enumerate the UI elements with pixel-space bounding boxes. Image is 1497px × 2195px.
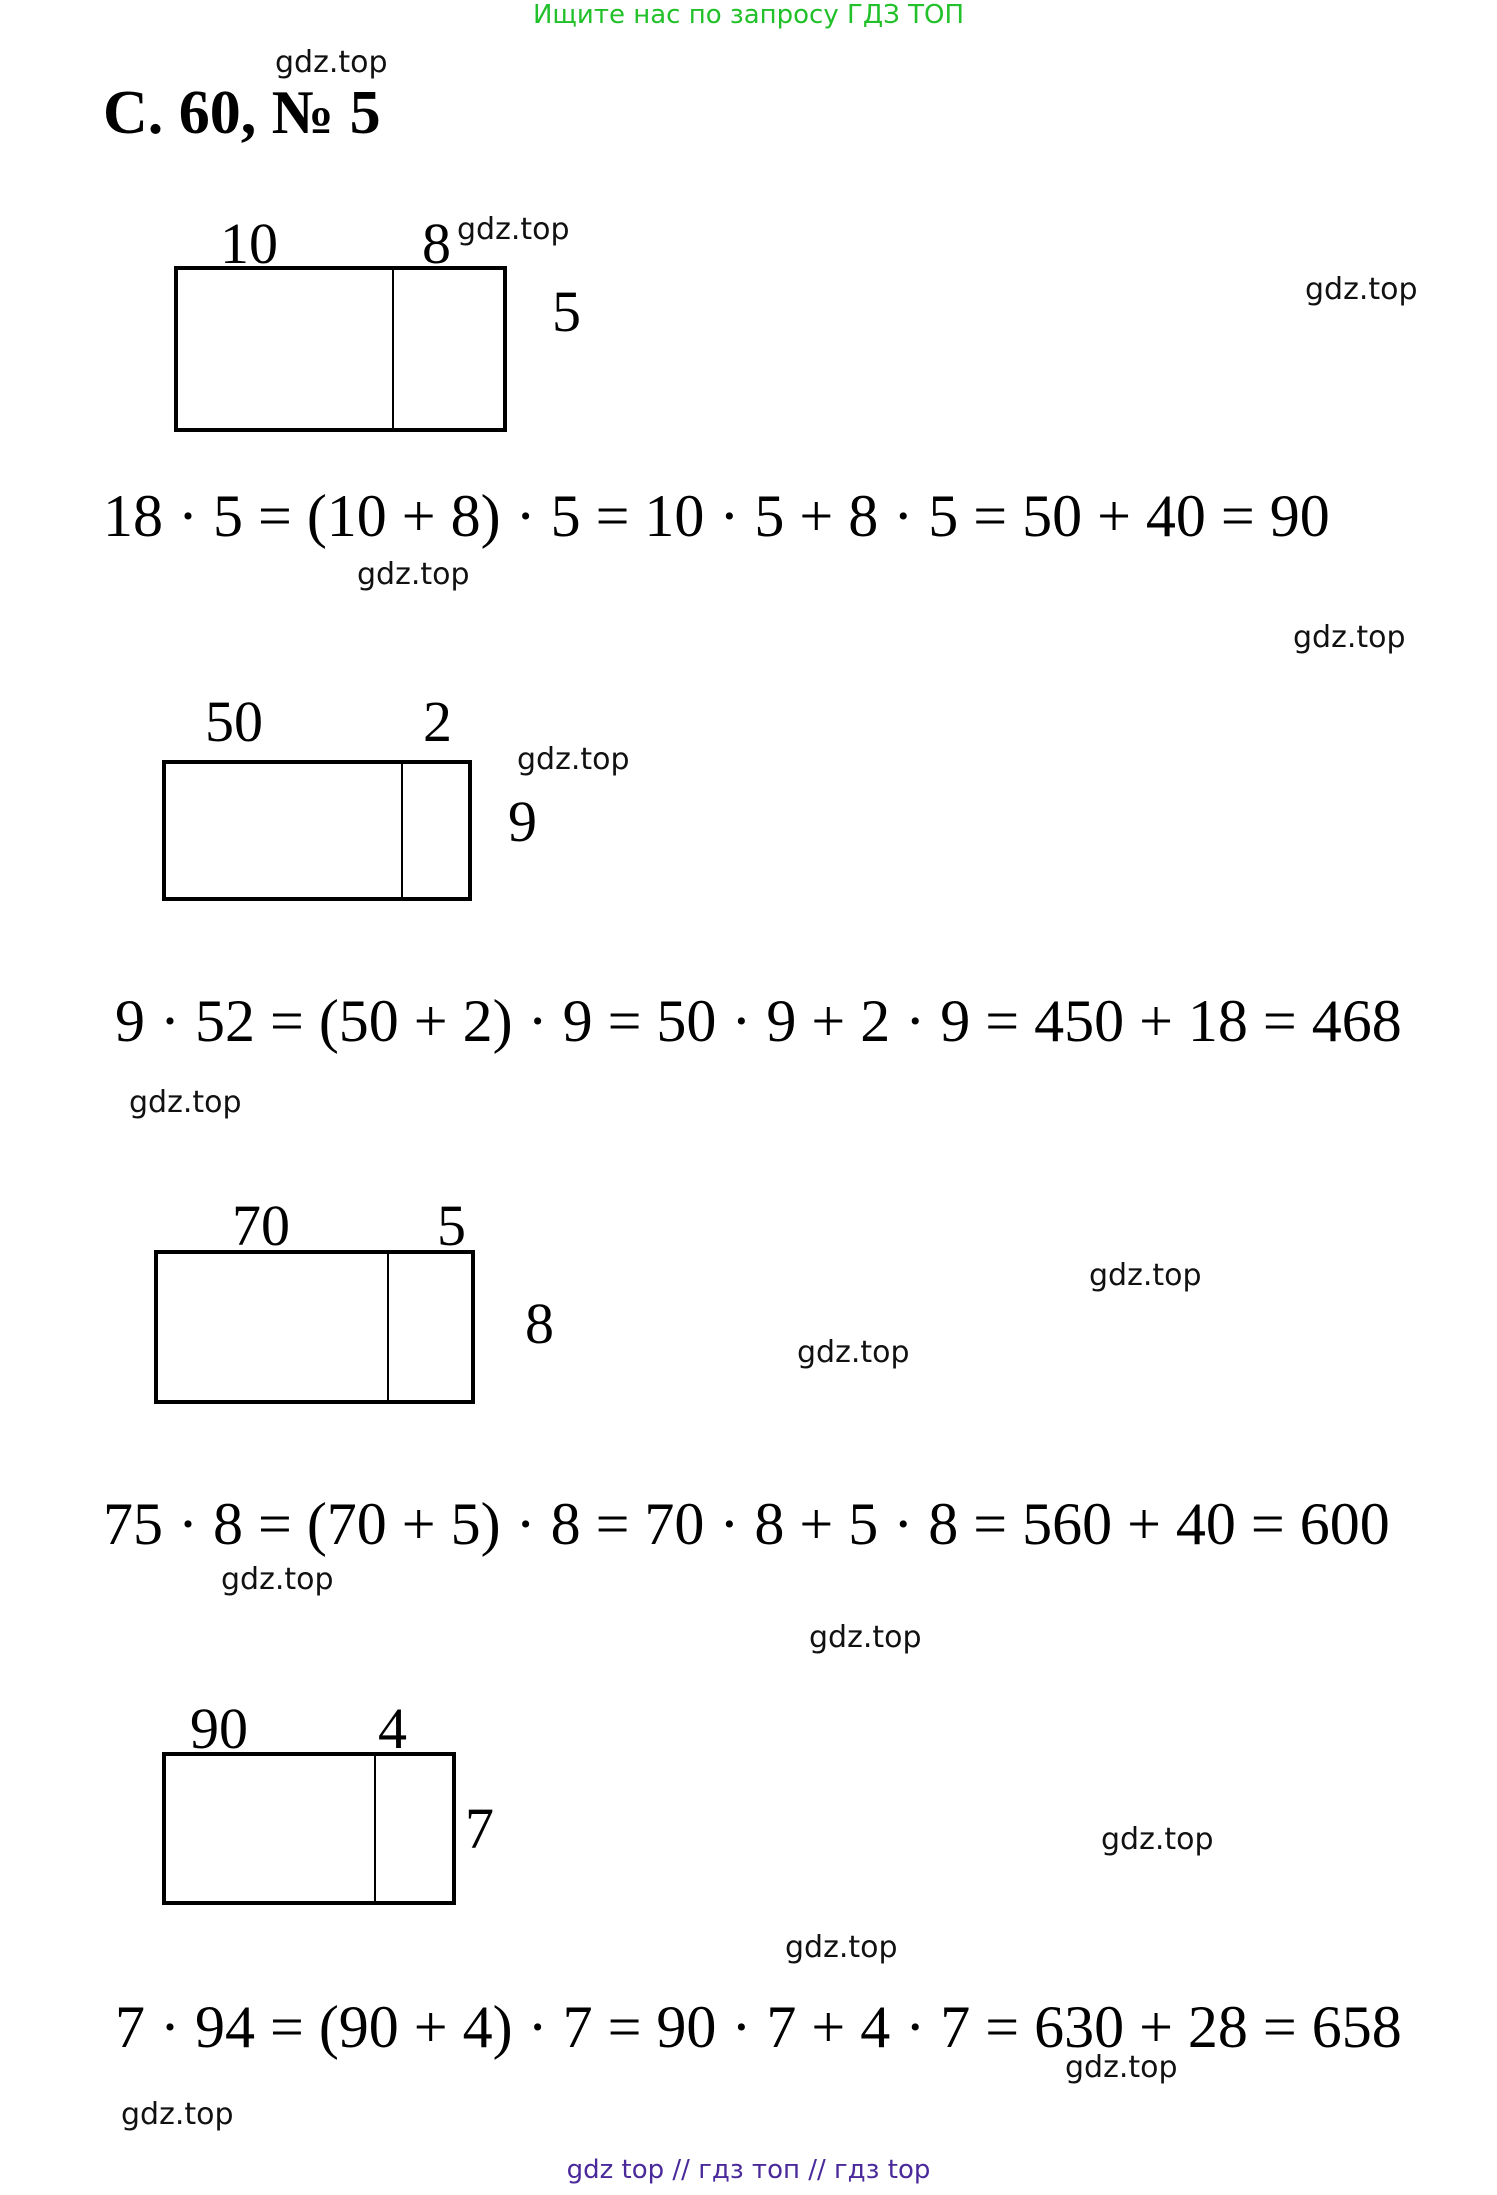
rect-4-side-label: 7 (465, 1796, 494, 1861)
watermark: gdz.top (1065, 2050, 1178, 2085)
rect-2-side-label: 9 (508, 789, 537, 854)
watermark: gdz.top (797, 1335, 910, 1370)
rect-3-side-label: 8 (525, 1291, 554, 1356)
rect-1-right-label: 8 (422, 211, 451, 276)
watermark: gdz.top (357, 557, 470, 592)
watermark: gdz.top (809, 1620, 922, 1655)
page-title: С. 60, № 5 (103, 79, 381, 147)
watermark: gdz.top (457, 212, 570, 247)
rect-1-left-label: 10 (220, 211, 278, 276)
rect-4-divider (374, 1756, 376, 1901)
rect-2-divider (401, 764, 403, 897)
rect-1-divider (392, 270, 394, 428)
watermark: gdz.top (785, 1930, 898, 1965)
rect-4-left-label: 90 (190, 1696, 248, 1761)
equation-2: 9 · 52 = (50 + 2) · 9 = 50 · 9 + 2 · 9 = 450 + 18 = 468 (115, 988, 1402, 1054)
watermark: gdz.top (1293, 620, 1406, 655)
watermark: gdz.top (1101, 1822, 1214, 1857)
area-rectangle-4 (162, 1752, 456, 1905)
rect-2-right-label: 2 (423, 689, 452, 754)
watermark: gdz.top (517, 742, 630, 777)
rect-1-side-label: 5 (552, 279, 581, 344)
equation-3: 75 · 8 = (70 + 5) · 8 = 70 · 8 + 5 · 8 = 560 + 40 = 600 (103, 1491, 1390, 1557)
rect-4-right-label: 4 (378, 1696, 407, 1761)
search-banner[interactable]: Ищите нас по запросу ГДЗ ТОП (532, 0, 965, 30)
rect-3-left-label: 70 (232, 1193, 290, 1258)
footer-links[interactable]: gdz top // гдз топ // гдз top (566, 2155, 931, 2185)
equation-4: 7 · 94 = (90 + 4) · 7 = 90 · 7 + 4 · 7 = 630 + 28 = 658 (115, 1994, 1402, 2060)
area-rectangle-2 (162, 760, 472, 901)
watermark: gdz.top (129, 1085, 242, 1120)
rect-3-divider (387, 1254, 389, 1400)
area-rectangle-1 (174, 266, 507, 432)
watermark: gdz.top (1089, 1258, 1202, 1293)
area-rectangle-3 (154, 1250, 475, 1404)
watermark: gdz.top (275, 45, 388, 80)
watermark: gdz.top (221, 1562, 334, 1597)
watermark: gdz.top (121, 2097, 234, 2132)
equation-1: 18 · 5 = (10 + 8) · 5 = 10 · 5 + 8 · 5 = 50 + 40 = 90 (103, 483, 1330, 549)
rect-2-left-label: 50 (205, 689, 263, 754)
watermark: gdz.top (1305, 272, 1418, 307)
rect-3-right-label: 5 (437, 1193, 466, 1258)
